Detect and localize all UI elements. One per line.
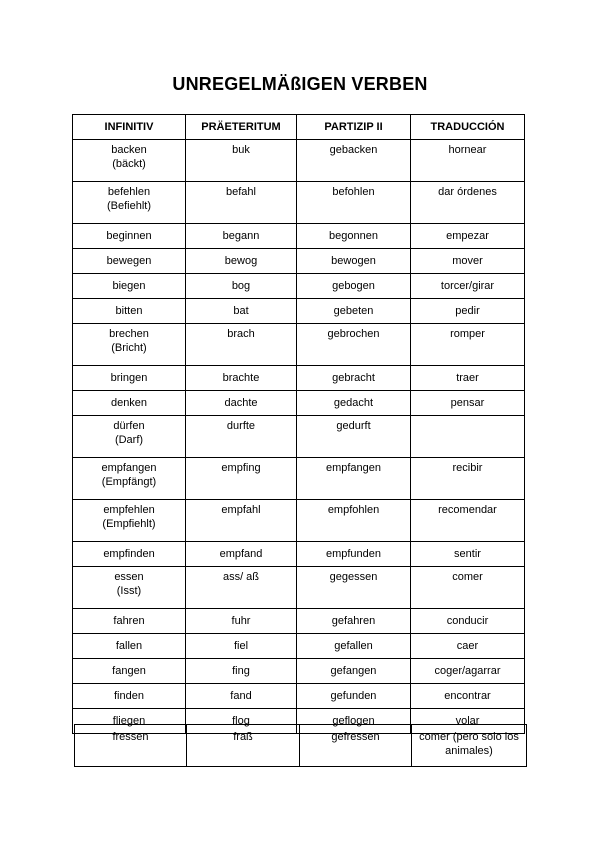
header-traduccion: TRADUCCIÓN <box>411 115 525 140</box>
infinitiv-note: (Bricht) <box>111 342 147 354</box>
cell-infinitiv <box>73 567 186 609</box>
cell-partizip: befohlen <box>297 182 411 224</box>
cell-infinitiv <box>73 274 186 299</box>
table-row <box>73 659 525 684</box>
table-row <box>73 634 525 659</box>
table-row <box>73 609 525 634</box>
cell-partizip: gebrochen <box>297 324 411 366</box>
cell-partizip: gefahren <box>297 609 411 634</box>
cell-praeteritum: empfahl <box>186 500 297 542</box>
infinitiv-note: (Darf) <box>114 434 144 446</box>
cell-praeteritum: dachte <box>186 391 297 416</box>
cell-infinitiv <box>73 299 186 324</box>
verbs-table <box>72 114 525 734</box>
cell-partizip: gefangen <box>297 659 411 684</box>
infinitiv-text: finden <box>114 690 144 702</box>
cell-partizip: geflogen <box>297 709 411 734</box>
table-row <box>73 274 525 299</box>
infinitiv-text: fliegen <box>112 715 146 727</box>
table-row <box>73 500 525 542</box>
cell-traduccion: traer <box>411 366 525 391</box>
cell-praeteritum: fing <box>186 659 297 684</box>
cell-partizip: gebeten <box>297 299 411 324</box>
infinitiv-note: (bäckt) <box>112 158 146 170</box>
table-row <box>73 567 525 609</box>
infinitiv-text: biegen <box>112 280 146 292</box>
cell-traduccion: caer <box>411 634 525 659</box>
cell-traduccion: sentir <box>411 542 525 567</box>
table-row <box>73 299 525 324</box>
cell-praeteritum: fuhr <box>186 609 297 634</box>
infinitiv-text: befehlen <box>107 186 151 198</box>
cell-infinitiv: fressen <box>75 725 187 767</box>
cell-infinitiv <box>73 249 186 274</box>
cell-partizip: bewogen <box>297 249 411 274</box>
cell-traduccion: coger/agarrar <box>411 659 525 684</box>
header-infinitiv: INFINITIV <box>73 115 186 140</box>
infinitiv-text: fahren <box>113 615 145 627</box>
page-title: UNREGELMÄßIGEN VERBEN <box>172 74 428 94</box>
cell-traduccion: romper <box>411 324 525 366</box>
cell-traduccion: encontrar <box>411 684 525 709</box>
cell-partizip: empfunden <box>297 542 411 567</box>
cell-partizip: gefressen <box>300 725 412 767</box>
table-row <box>73 324 525 366</box>
cell-praeteritum: flog <box>186 709 297 734</box>
cell-partizip: gegessen <box>297 567 411 609</box>
cell-infinitiv <box>73 366 186 391</box>
infinitiv-text: beginnen <box>106 230 152 242</box>
cell-infinitiv <box>73 391 186 416</box>
cell-infinitiv <box>73 609 186 634</box>
cell-traduccion <box>412 725 527 767</box>
cell-infinitiv <box>73 140 186 182</box>
cell-partizip: begonnen <box>297 224 411 249</box>
table-row <box>75 725 527 767</box>
cell-praeteritum: bat <box>186 299 297 324</box>
cell-praeteritum: durfte <box>186 416 297 458</box>
infinitiv-note: (Isst) <box>116 585 142 597</box>
infinitiv-note: (Empfiehlt) <box>102 518 156 530</box>
cell-traduccion: mover <box>411 249 525 274</box>
cell-traduccion: torcer/girar <box>411 274 525 299</box>
cell-partizip: gedacht <box>297 391 411 416</box>
cell-infinitiv <box>73 416 186 458</box>
cell-traduccion: conducir <box>411 609 525 634</box>
cell-praeteritum: fraß <box>187 725 300 767</box>
table-row <box>73 684 525 709</box>
cell-praeteritum: fand <box>186 684 297 709</box>
cell-partizip: gefallen <box>297 634 411 659</box>
table-row <box>73 416 525 458</box>
cell-praeteritum: empfing <box>186 458 297 500</box>
infinitiv-text: bitten <box>115 305 143 317</box>
cell-praeteritum: brach <box>186 324 297 366</box>
cell-praeteritum: empfand <box>186 542 297 567</box>
cell-partizip: gefunden <box>297 684 411 709</box>
cell-traduccion: pedir <box>411 299 525 324</box>
cell-traduccion: comer <box>411 567 525 609</box>
table-row <box>73 542 525 567</box>
cell-praeteritum: ass/ aß <box>186 567 297 609</box>
cell-praeteritum: bog <box>186 274 297 299</box>
cell-infinitiv <box>73 684 186 709</box>
infinitiv-text: backen <box>111 144 147 156</box>
cell-infinitiv <box>73 542 186 567</box>
cell-infinitiv <box>73 634 186 659</box>
header-partizip: PARTIZIP II <box>297 115 411 140</box>
cell-praeteritum: bewog <box>186 249 297 274</box>
infinitiv-text: dürfen <box>113 420 145 432</box>
cell-praeteritum: begann <box>186 224 297 249</box>
cell-traduccion: hornear <box>411 140 525 182</box>
table-header-row <box>73 115 525 140</box>
cell-partizip: empfohlen <box>297 500 411 542</box>
cell-traduccion: recomendar <box>411 500 525 542</box>
cell-infinitiv <box>73 458 186 500</box>
cell-partizip: gebogen <box>297 274 411 299</box>
cell-infinitiv <box>73 224 186 249</box>
cell-praeteritum: buk <box>186 140 297 182</box>
table-row <box>73 182 525 224</box>
table-row <box>73 458 525 500</box>
infinitiv-text: fangen <box>112 665 146 677</box>
cell-infinitiv <box>73 659 186 684</box>
infinitiv-text: bringen <box>110 372 148 384</box>
infinitiv-text: bewegen <box>106 255 152 267</box>
infinitiv-note: (Befiehlt) <box>106 200 152 212</box>
table-row <box>73 391 525 416</box>
table-row <box>73 366 525 391</box>
cell-traduccion: dar órdenes <box>411 182 525 224</box>
infinitiv-text: essen <box>114 571 144 583</box>
cell-traduccion <box>411 416 525 458</box>
cell-partizip: gebacken <box>297 140 411 182</box>
cell-praeteritum: fiel <box>186 634 297 659</box>
table-row <box>73 224 525 249</box>
cell-infinitiv <box>73 500 186 542</box>
table-row <box>73 140 525 182</box>
table-row <box>73 249 525 274</box>
traduccion-line-2: animales) <box>445 745 493 757</box>
cell-traduccion: empezar <box>411 224 525 249</box>
cell-infinitiv <box>73 182 186 224</box>
infinitiv-text: denken <box>110 397 148 409</box>
cell-traduccion: pensar <box>411 391 525 416</box>
infinitiv-text: brechen <box>109 328 149 340</box>
cell-partizip: empfangen <box>297 458 411 500</box>
cell-praeteritum: brachte <box>186 366 297 391</box>
cell-infinitiv <box>73 324 186 366</box>
traduccion-line-1: comer (pero solo los <box>419 731 519 743</box>
infinitiv-text: empfangen <box>101 462 157 474</box>
cell-partizip: gedurft <box>297 416 411 458</box>
cell-traduccion: recibir <box>411 458 525 500</box>
infinitiv-note: (Empfängt) <box>101 476 157 488</box>
header-praeteritum: PRÄETERITUM <box>186 115 297 140</box>
extra-verbs-table <box>74 724 527 767</box>
cell-praeteritum: befahl <box>186 182 297 224</box>
infinitiv-text: fallen <box>115 640 143 652</box>
cell-traduccion: volar <box>411 709 525 734</box>
cell-partizip: gebracht <box>297 366 411 391</box>
infinitiv-text: empfehlen <box>103 504 155 516</box>
infinitiv-text: empfinden <box>103 548 155 560</box>
